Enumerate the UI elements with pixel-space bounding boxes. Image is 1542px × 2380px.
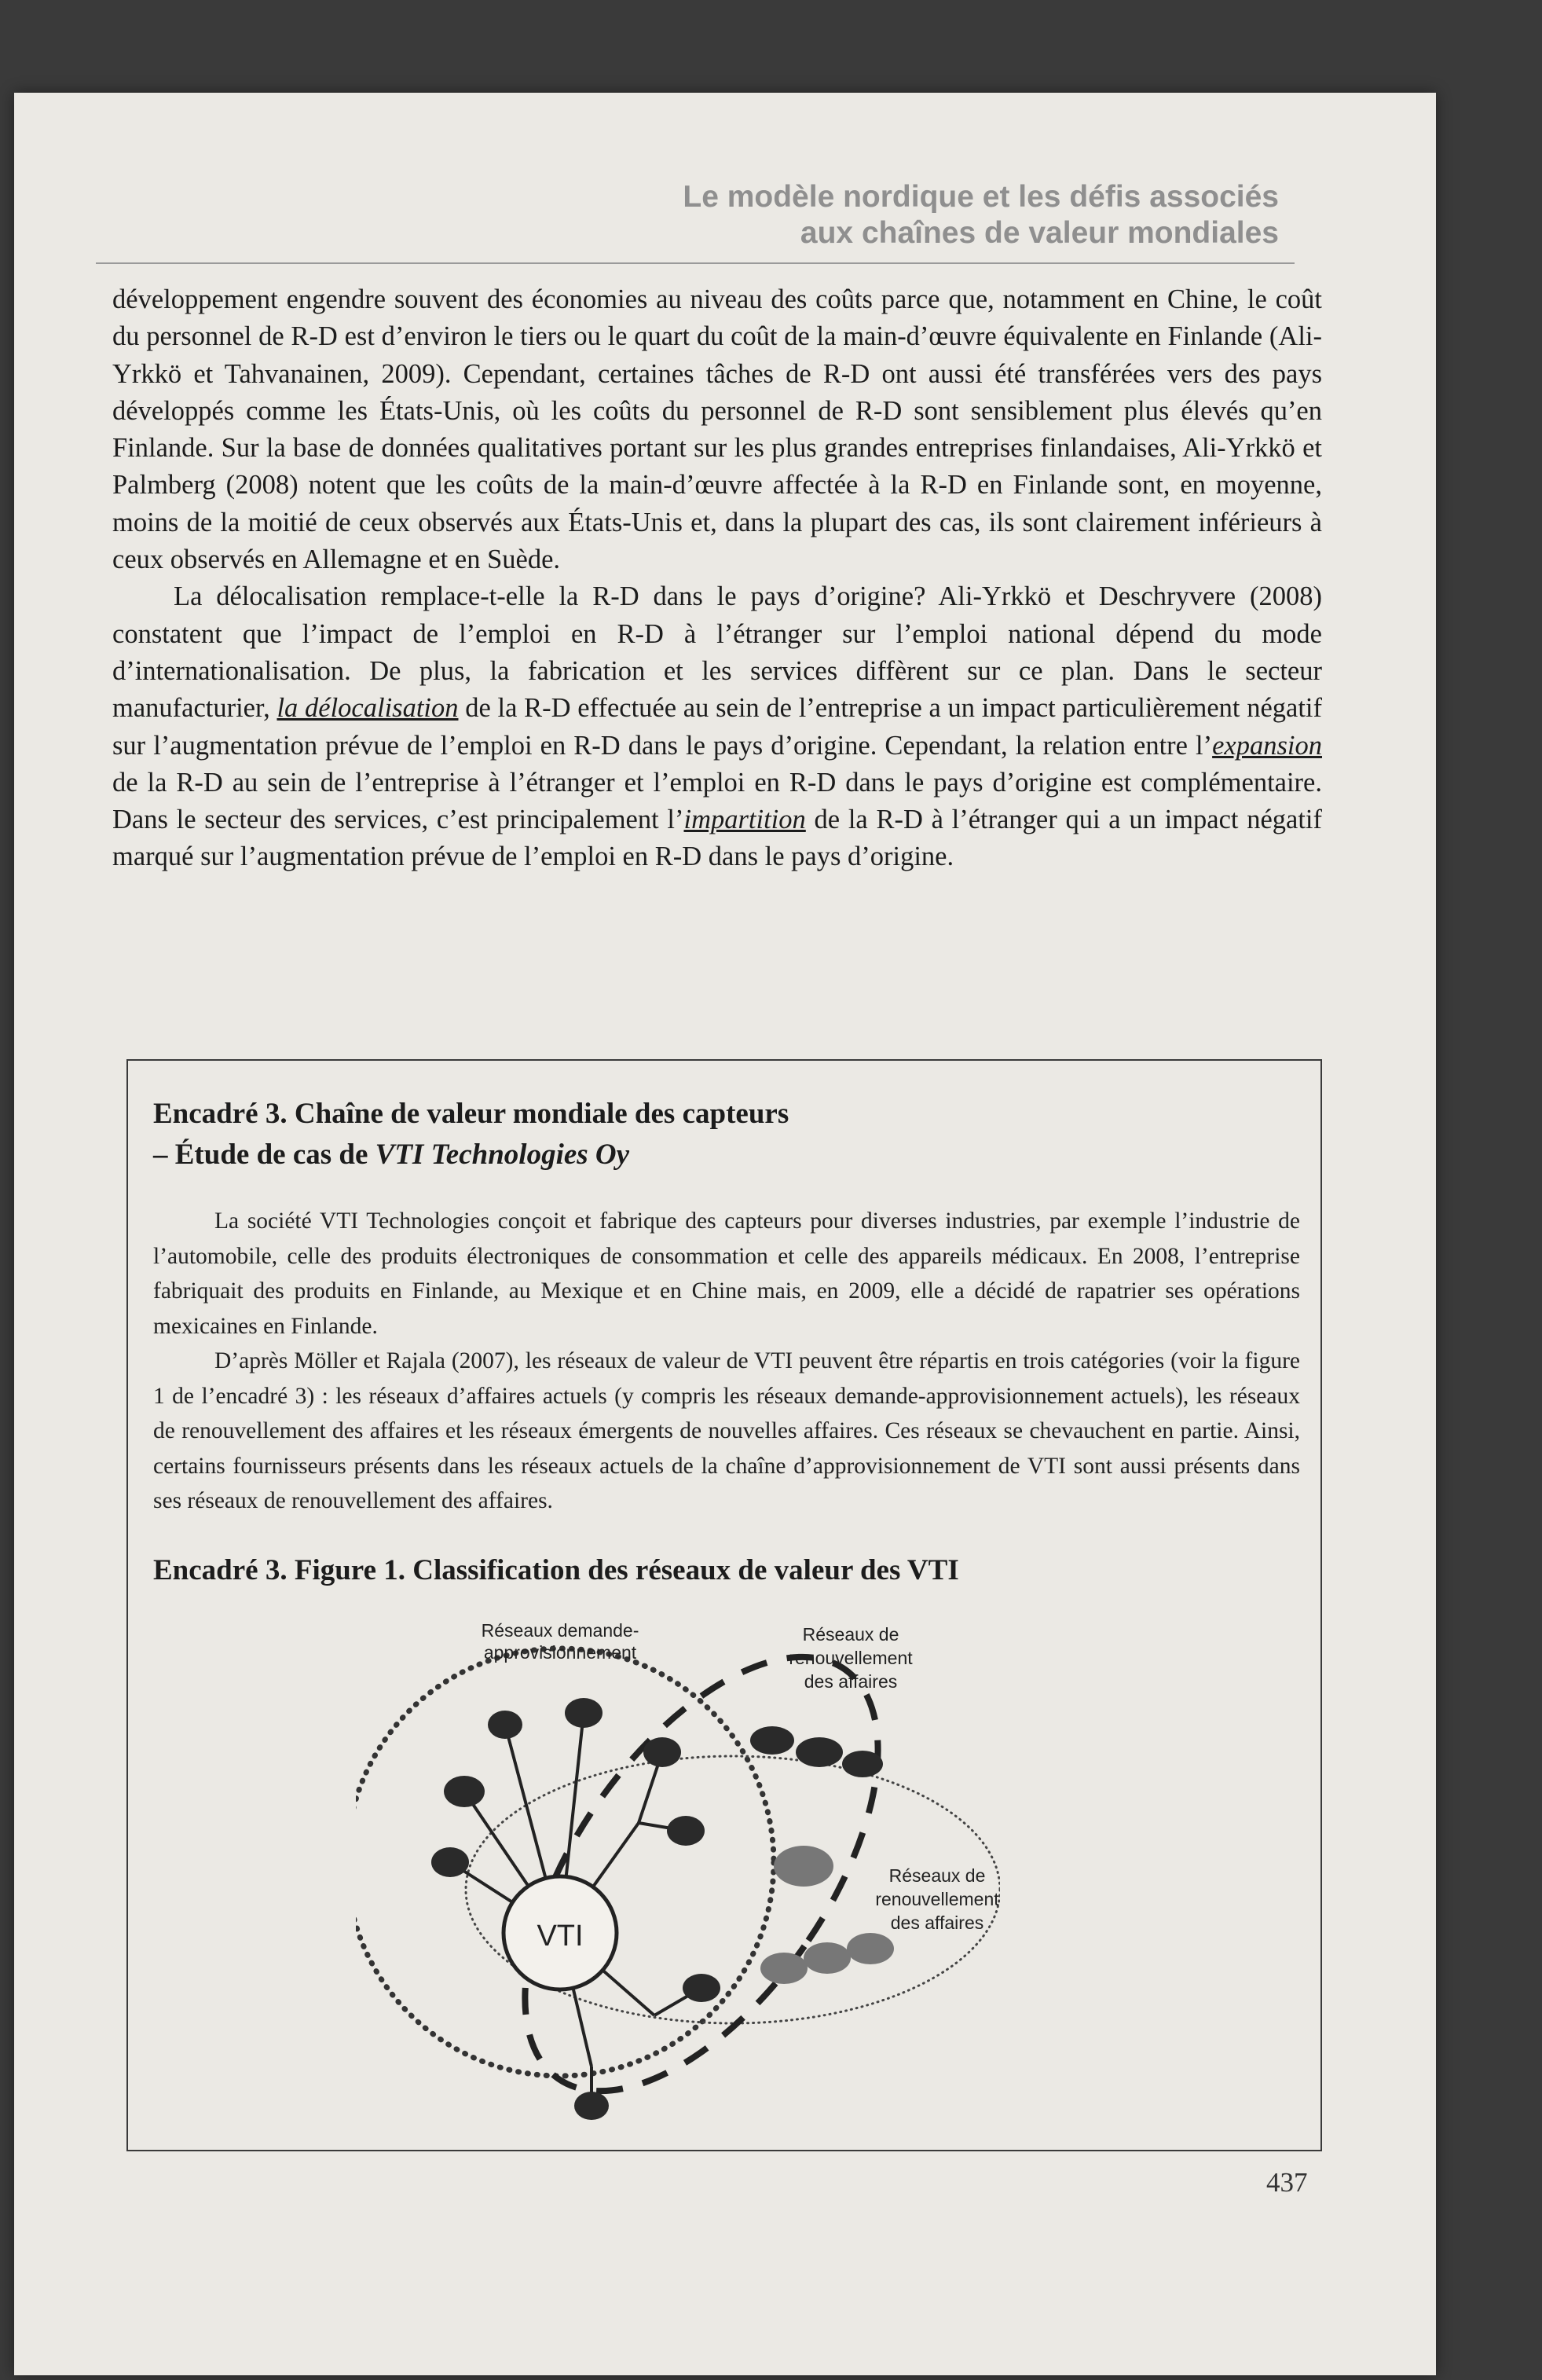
- book-page: [14, 93, 1436, 2375]
- box-title-line-2: [153, 1135, 1253, 1175]
- box-title-line-1: Encadré 3. Chaîne de valeur mondiale des capteurs: [153, 1098, 789, 1130]
- box-text: [153, 1204, 1300, 1519]
- label-supply-1: Réseaux demande-: [481, 1620, 639, 1641]
- label-supply-2: approvisionnement: [483, 1642, 637, 1663]
- running-head-line-2: aux chaînes de valeur mondiales: [800, 216, 1279, 250]
- label-inner-3: des affaires: [890, 1912, 984, 1933]
- box-paragraph-2: D’après Möller et Rajala (2007), les réseaux de valeur de VTI peuvent être répartis en trois catégories (voir la figure 1 de l’encadré 3) : les réseaux d’affaires actuels (y compris les réseaux demande-approvisionnement actuels), les réseaux de renouvellement des affaires et les réseaux émergents de nouvelles affaires. Ces réseaux se chevauchent en partie. Ainsi, certains fournisseurs présents dans les réseaux actuels de la chaîne d’approvisionnement de VTI sont aussi présents dans ses réseaux de renouvellement des affaires.: [153, 1348, 1300, 1513]
- encadre-box: [126, 1059, 1322, 2151]
- box-title: [153, 1094, 1253, 1175]
- body-text: [112, 281, 1322, 876]
- emerging-nodes: [760, 1846, 894, 1984]
- text-run: de la R-D à l’étranger qui a un impact négatif marqué sur l’augmentation prévue de l’emploi en R-D dans le pays d’origine.: [112, 805, 1322, 872]
- running-head: [683, 179, 1279, 251]
- text-run: de la R-D effectuée au sein de l’entreprise a un impact particulièrement négatif sur l’augmentation prévue de l’emploi en R-D dans le pays d’origine. Cependant, la relation entre l’: [112, 693, 1322, 761]
- box-title-company: VTI Technologies Oy: [375, 1139, 630, 1171]
- page-number: 437: [1266, 2167, 1308, 2198]
- emphasis-term: la délocalisation: [277, 693, 459, 724]
- text-run: La délocalisation remplace-t-elle la R-D dans le pays d’origine? Ali-Yrkkö et Deschryvere (2008) constatent que l’impact de l’emploi en R-D à l’étranger sur l’emploi national dépend du mode d’internationalisation. De plus, la fabrication et les services diffèrent sur ce plan. Dans le secteur manufacturier,: [112, 581, 1322, 724]
- running-head-line-1: Le modèle nordique et les défis associés: [683, 180, 1279, 214]
- supplier-nodes: [431, 1698, 883, 2120]
- vti-label: VTI: [537, 1920, 584, 1953]
- label-inner-2: renouvellement: [875, 1889, 999, 1909]
- label-renewal-1: Réseaux de: [802, 1624, 899, 1645]
- label-inner-1: Réseaux de: [888, 1865, 986, 1886]
- label-renewal-3: des affaires: [804, 1671, 898, 1692]
- text-run: de la R-D au sein de l’entreprise à l’étranger et l’emploi en R-D dans le pays d’origine est complémentaire. Dans le secteur des services, c’est principalement l’: [112, 767, 1322, 835]
- paragraph-1: [112, 281, 1322, 578]
- figure-title: Encadré 3. Figure 1. Classification des réseaux de valeur des VTI: [153, 1554, 959, 1586]
- text-run: développement engendre souvent des économies au niveau des coûts parce que, notamment en Chine, le coût du personnel de R-D est d’environ le tiers ou le quart du coût de la main-d’œuvre équivalente en Finlande (Ali-Yrkkö et Tahvanainen, 2009). Cependant, certaines tâches de R-D ont aussi été transférées vers des pays développés comme les États-Unis, où les coûts du personnel de R-D sont sensiblement plus élevés qu’en Finlande. Sur la base de données qualitatives portant sur les plus grandes entreprises finlandaises, Ali-Yrkkö et Palmberg (2008) notent que les coûts de la main-d’œuvre affectée à la R-D en Finlande sont, en moyenne, moins de la moitié de ceux observés aux États-Unis et, dans la plupart des cas, ils sont clairement inférieurs à ceux observés en Allemagne et en Suède.: [112, 284, 1322, 575]
- emphasis-term: expansion: [1212, 730, 1322, 761]
- label-renewal-2: renouvellement: [789, 1648, 913, 1668]
- box-paragraph-1: La société VTI Technologies conçoit et fabrique des capteurs pour diverses industries, par exemple l’industrie de l’automobile, celle des produits électroniques de consommation et celle des appareils médicaux. En 2008, l’entreprise fabriquait des produits en Finlande, au Mexique et en Chine mais, en 2009, elle a décidé de rapatrier ses opérations mexicaines en Finlande.: [153, 1208, 1300, 1339]
- box-title-prefix: – Étude de cas de: [153, 1139, 375, 1171]
- header-rule: [96, 262, 1295, 264]
- value-network-diagram: [356, 1603, 1000, 2145]
- emphasis-term: impartition: [683, 805, 806, 835]
- paragraph-2: [112, 578, 1322, 875]
